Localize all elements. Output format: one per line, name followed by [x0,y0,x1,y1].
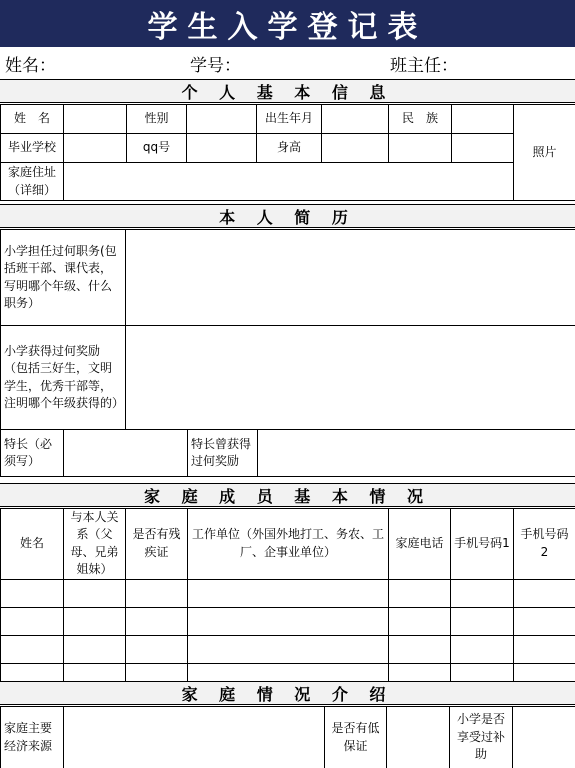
label-specialty-awards: 特长曾获得过何奖励 [188,430,258,477]
cell-birth-value[interactable] [322,105,389,134]
label-gender: 性别 [127,105,187,134]
header-mobile1: 手机号码1 [451,509,514,580]
header-disabled: 是否有残疾证 [126,509,188,580]
label-positions: 小学担任过何职务(包括班干部、课代表，写明哪个年级、什么职务） [1,230,126,326]
label-income: 家庭主要经济来源 [1,707,64,768]
table-cell[interactable] [1,607,64,635]
table-cell[interactable] [64,579,126,607]
label-ethnicity: 民 族 [389,105,452,134]
table-cell[interactable] [514,635,575,663]
header-relation: 与本人关系（父母、兄弟姐妹） [64,509,126,580]
header-info-row [0,47,575,78]
table-cell[interactable] [389,579,451,607]
form-title: 学生入学登记表 [0,0,575,47]
table-cell[interactable] [389,635,451,663]
header-mobile2: 手机号码2 [514,509,575,580]
basic-info-table [0,104,575,201]
cell-subsidy-value[interactable] [513,707,575,768]
family-intro-table [0,706,575,768]
header-name: 姓名 [1,509,64,580]
label-birth: 出生年月 [257,105,322,134]
cell-school-value[interactable] [64,134,127,163]
cell-address-value[interactable] [64,163,514,201]
header-work: 工作单位（外国外地打工、务农、工厂、企事业单位） [188,509,389,580]
label-low-income: 是否有低保证 [325,707,387,768]
table-cell[interactable] [188,579,389,607]
table-row [1,635,575,663]
table-cell[interactable] [514,579,575,607]
family-members-table [0,508,575,692]
table-cell[interactable] [64,635,126,663]
label-awards: 小学获得过何奖励（包括三好生，文明学生，优秀干部等，注明哪个年级获得的） [1,326,126,430]
label-specialty: 特长（必须写） [1,430,64,477]
table-row [1,579,575,607]
photo-box[interactable]: 照片 [514,105,575,201]
table-cell[interactable] [188,607,389,635]
cell-name-value[interactable] [64,105,127,134]
table-cell[interactable] [126,579,188,607]
cell-specialty-value[interactable] [64,430,188,477]
name-label: 姓名： [5,56,56,76]
table-cell[interactable] [451,579,514,607]
section-resume: 本 人 简 历 [0,204,575,228]
student-id-label: 学号： [190,56,241,76]
cell-positions-value[interactable] [126,230,575,326]
teacher-label: 班主任： [390,56,458,76]
resume-table [0,229,575,477]
cell-income-value[interactable] [64,707,325,768]
label-height: 身高 [257,134,322,163]
section-family-members: 家 庭 成 员 基 本 情 况 [0,483,575,507]
table-cell[interactable] [1,635,64,663]
table-cell[interactable] [188,635,389,663]
label-address: 家庭住址（详细） [1,163,64,201]
section-basic-info: 个 人 基 本 信 息 [0,79,575,103]
label-school: 毕业学校 [1,134,64,163]
cell-specialty-awards-value[interactable] [258,430,575,477]
header-home-phone: 家庭电话 [389,509,451,580]
table-cell[interactable] [64,607,126,635]
cell-gender-value[interactable] [187,105,257,134]
table-cell[interactable] [126,635,188,663]
table-row [1,607,575,635]
section-family-intro: 家 庭 情 况 介 绍 [0,681,575,705]
cell-blank-2[interactable] [452,134,514,163]
label-subsidy: 小学是否享受过补助 [450,707,513,768]
cell-height-value[interactable] [322,134,389,163]
table-cell[interactable] [389,607,451,635]
table-cell[interactable] [1,579,64,607]
table-cell[interactable] [451,607,514,635]
label-name: 姓 名 [1,105,64,134]
cell-awards-value[interactable] [126,326,575,430]
cell-low-income-value[interactable] [387,707,450,768]
cell-blank-1[interactable] [389,134,452,163]
cell-ethnicity-value[interactable] [452,105,514,134]
table-cell[interactable] [451,635,514,663]
cell-qq-value[interactable] [187,134,257,163]
table-cell[interactable] [514,607,575,635]
table-cell[interactable] [126,607,188,635]
label-qq: qq号 [127,134,187,163]
